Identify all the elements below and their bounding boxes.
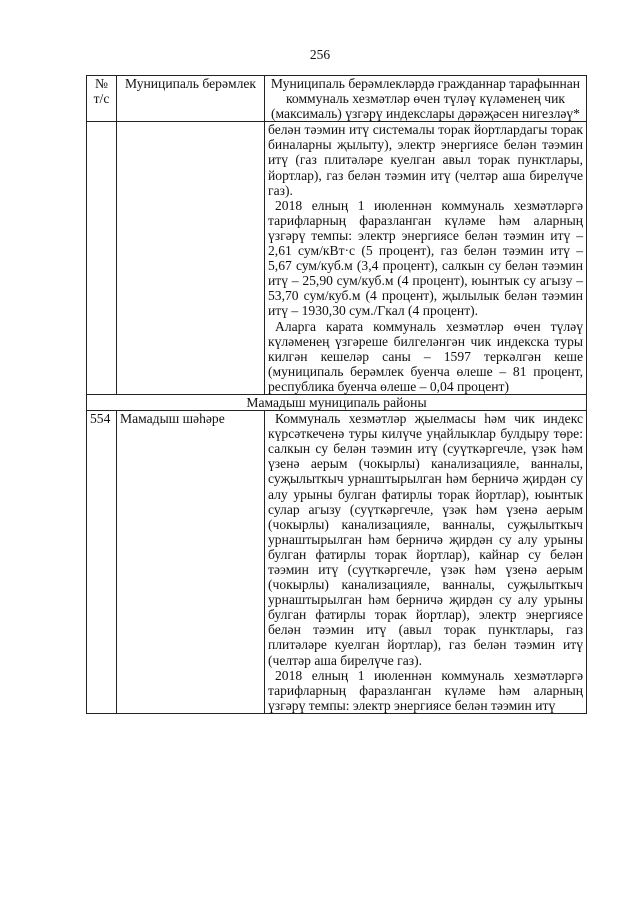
header-justification: Муниципаль берәмлекләрдә гражданнар тарафыннан коммуналь хезмәтләр өчен түләү күләменең чик (максималь) үзгәрү индекслары дәрәҗәсен нигезләү* [265, 76, 587, 122]
paragraph: Коммуналь хезмәтләр җыелмасы һәм чик индекс күрсәткеченә туры килүче уңайлыклар булдыру төре: салкын су белән тәэмин итү (суүткәргечле, үзәк һәм үзенә аерым (чокырлы) канализацияле, ванналы, суҗылыткыч урнаштырылган һәм берничә җирдән су алу урыны булган фатирлы торак йортлар), юынтык сулар агызу (суүткәргечле, үзәк һәм үзенә аерым (чокырлы) канализацияле, ванналы, суҗылыткыч урнаштырылган һәм берничә җирдән су алу урыны булган фатирлы торак йортлар), кайнар су белән тәэмин итү (суүткәргечле, үзәк һәм үзенә аерым (чокырлы) канализацияле, ванналы, суҗылыткыч урнаштырылган һәм берничә җирдән су алу урыны булган фатирлы торак йортлар), электр энергиясе белән тәэмин итү (авыл торак пунктлары, газ плитәләре куелган йортлар), газ белән тәэмин итү (челтәр аша бирелүче газ). [268, 411, 583, 668]
table-header-row [87, 76, 587, 122]
row-number [87, 122, 117, 395]
header-municipality: Муниципаль берәмлек [117, 76, 265, 122]
row-number: 554 [87, 411, 117, 714]
region-row [87, 394, 587, 410]
row-justification [265, 122, 587, 395]
municipal-index-table [86, 75, 587, 714]
header-number: № т/с [87, 76, 117, 122]
paragraph: 2018 елның 1 июленнән коммуналь хезмәтләргә тарифларның фаразланган күләме һәм аларның үзгәрү темпы: электр энергиясе белән тәэмин итү – 2,61 сум/кВт·с (5 процент), газ белән тәэмин итү – 5,67 сум/куб.м (3,4 процент), салкын су белән тәэмин итү – 25,90 сум/куб.м (4 процент), юынтык су агызу – 53,70 сум/куб.м (4 процент), җылылык белән тәэмин итү – 1930,30 сум./Гкал (4 процент). [268, 197, 583, 319]
region-label: Мамадыш муниципаль районы [87, 394, 587, 410]
table-row [87, 411, 587, 714]
row-municipality: Мамадыш шәһәре [117, 411, 265, 714]
paragraph: Аларга карата коммуналь хезмәтләр өчен түләү күләменең үзгәреше билгеләнгән чик индекска туры килгән кешеләр саны – 1597 теркәлгән кеше (муниципаль берәмлек буенча өлеше – 81 процент, республика буенча өлеше – 0,04 процент) [268, 318, 583, 394]
page-number: 256 [309, 47, 331, 62]
paragraph: белән тәэмин итү системалы торак йортлардагы торак биналарны җылыту), электр энергиясе белән тәэмин итү (газ плитәләре куелган авыл торак пунктлары, йортлар), газ белән тәэмин итү (челтәр аша бирелүче газ). [268, 122, 583, 198]
row-justification [265, 411, 587, 714]
paragraph: 2018 елның 1 июленнән коммуналь хезмәтләргә тарифларның фаразланган күләме һәм аларның үзгәрү темпы: электр энергиясе белән тәэмин итү [268, 667, 583, 713]
table-row [87, 122, 587, 395]
row-municipality [117, 122, 265, 395]
